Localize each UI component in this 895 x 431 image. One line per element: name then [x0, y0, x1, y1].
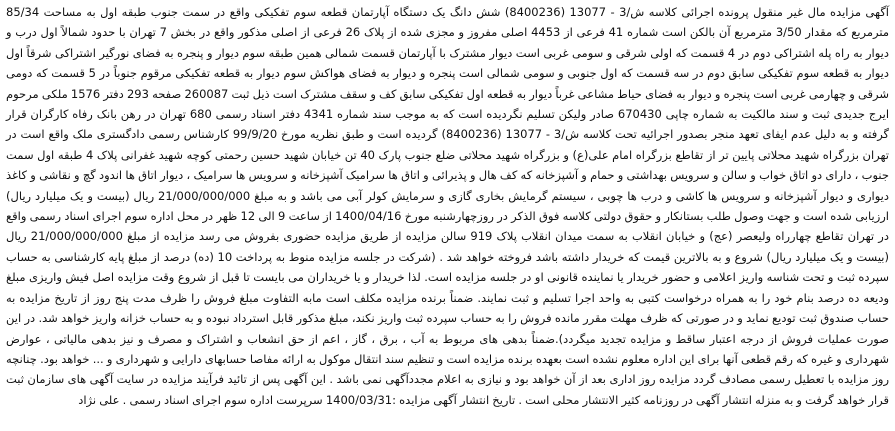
auction-notice-text: آگهی مزایده مال غیر منقول پرونده اجرائی کلاسه ش/3 - 13077 (8400236) شش دانگ یک دستگاه آپارتمان قطعه سوم تفکیکی واقع در سمت جنوب طبقه اول به مساحت 85/34 مترمربع که مقدار 3/50 مترمربع آن بالکن است شماره 41 فرعی از 4453 اصلی مفروز و مجزی شده از پلاک 26 فرعی از اصلی مذکور واقع در بخش 7 تهران با حدود شمالاً اول درب و دیوار به راه پله اشتراکی دوم در 4 قسمت که اولی شرقی و سومی غربی است دیوار مشترک با آپارتمان قسمت شمالی همین طبقه سوم دیوار و پنجره به فضای نورگیر اشتراکی شرقاً اول دیوار به قطعه سوم تفکیکی سابق دوم در سه قسمت که اول جنوبی و سومی شمالی است پنجره و دیوار به فضای هواکش سوم دیوار به قطعه تفکیکی مرقوم جنوباً در 5 قسمت که دومی شرقی و چهارمی غربی است پنجره و دیوار به فضای حیاط مشاعی غرباً دیوار به قطعه اول تفکیکی سابق کف و سقف مشترک است ذیل ثبت 260087 صفحه 293 دفتر 1576 ملکی مرحوم ایرج جدیدی ثبت و سند مالکیت به شماره چاپی 670430 صادر ولیکن تسلیم نگردیده است که به موجب سند شماره 4341 دفتر اسناد رسمی 680 تهران در رهن بانک رفاه کارگران قرار گرفته و به دلیل عدم ایفای تعهد منجر بصدور اجرائیه تحت کلاسه ش/3 - 13077 (8400236) گردیده است و طبق نظریه مورخ 99/9/20 کارشناس رسمی دادگستری ملک واقع است در تهران بزرگراه شهید محلاتی پایین تر از تقاطع بزرگراه امام علی(ع) و بزرگراه شهید محلاتی ضلع جنوب پارک 40 تن خیابان شهید حسین رحمتی کوچه شهید غفرانی پلاک 4 طبقه اول سمت جنوب ، دارای دو اتاق خواب و سالن و سرویس بهداشتی و حمام و آشپزخانه که کف هال و پذیرائی و اتاق ها سرامیک آشپزخانه و سرویس ها سرامیک ، دیوار اتاق ها اندود گچ و نقاشی و کاغذ دیواری و دیوار آشپزخانه و سرویس ها کاشی و درب ها چوبی ، سیستم گرمایش بخاری گازی و سرمایش کولر آبی می باشد و به مبلغ 21/000/000/000 ریال (بیست و یک میلیارد ریال) ارزیابی شده است و جهت وصول طلب بستانکار و حقوق دولتی کلاسه فوق الذکر در روزچهارشنبه مورخ 1400/04/16 از ساعت 9 الی 12 ظهر در محل اداره سوم اجرای اسناد رسمی واقع در تهران تقاطع چهارراه ولیعصر (عج) و خیابان انقلاب به سمت میدان انقلاب پلاک 919 سالن مزایده از طریق مزایده حضوری بفروش می رسد مزایده از مبلغ 21/000/000/000 ریال (بیست و یک میلیارد ریال) شروع و به بالاترین قیمت که خریدار داشته باشد فروخته خواهد شد . (شرکت در جلسه مزایده منوط به پرداخت 10 (ده) درصد از مبلغ پایه کارشناسی به حساب سپرده ثبت و تحت شناسه واریز اعلامی و حضور خریدار یا نماینده قانونی او در جلسه مزایده است. لذا خریدار و یا خریداران می بایست تا قبل از شروع وقت مزایده اصل فیش واریزی مبلغ ودیعه ده درصد بنام خود را به همراه درخواست کتبی به واحد اجرا تسلیم و ثبت نمایند. ضمناً برنده مزایده مکلف است مابه التفاوت مبلغ فروش را ظرف مدت پنج روز از تاریخ مزایده به حساب صندوق ثبت تودیع نماید و در صورتی که ظرف مهلت مقرر مانده فروش را به حساب سپرده ثبت واریز نکند، مبلغ مذکور قابل استرداد نبوده و به حساب خزانه واریز خواهد شد. در این صورت عملیات فروش از درجه اعتبار ساقط و مزایده تجدید میگردد).ضمناً بدهی های مربوط به آب ، برق ، گاز ، اعم از حق انشعاب و اشتراک و مصرف و نیز بدهی مالیاتی ، عوارض شهرداری و غیره که رقم قطعی آنها برای این اداره معلوم نشده است بعهده برنده مزایده است و تنظیم سند انتقال موکول به ارائه مفاصا حسابهای دارایی و شهرداری و ... خواهد بود. چنانچه روز مزایده با تعطیل رسمی مصادف گردد مزایده روز اداری بعد از آن خواهد بود و نیازی به اعلام مجددآگهی نمی باشد . این آگهی پس از تائید فرآیند مزایده در سایت آگهی های سازمان ثبت قرار خواهد گرفت و به منزله انتشار آگهی در روزنامه کثیر الانتشار محلی است . تاریخ انتشار آگهی مزایده :1400/03/31 سرپرست اداره سوم اجرای اسناد رسمی . علی نژاد — [6, 5, 890, 407]
